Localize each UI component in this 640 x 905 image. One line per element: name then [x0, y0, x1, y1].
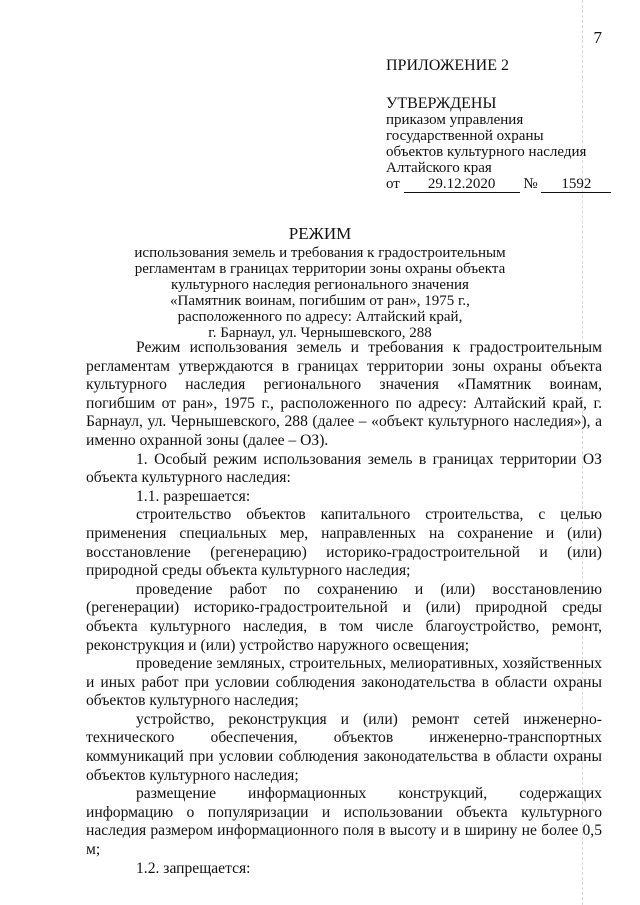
body-paragraph: 1.2. запрещается:: [136, 859, 251, 877]
body-paragraph: проведение земляных, строительных, мелиоративных, хозяйственных и иных работ при условии соблюдения законодательства в области охраны объектов культурного наследия;: [86, 655, 602, 710]
title-line: использования земель и требования к градостроительным: [134, 245, 506, 261]
approval-line: Алтайского края: [386, 160, 492, 176]
approved-label: УТВЕРЖДЕНЫ: [386, 95, 497, 112]
title-line: расположенного по адресу: Алтайский край,: [177, 309, 463, 325]
from-label: от: [386, 176, 400, 192]
document-body: [86, 339, 602, 878]
title-line: «Памятник воинам, погибшим от ран», 1975 г.,: [170, 293, 470, 309]
approval-line: объектов культурного наследия: [386, 144, 587, 160]
title-line: регламентам в границах территории зоны охраны объекта: [134, 261, 506, 277]
body-paragraph: 1. Особый режим использования земель в границах территории ОЗ объекта культурного наследия:: [86, 450, 602, 487]
order-number: 1592: [541, 176, 611, 193]
body-paragraph: устройство, реконструкция и (или) ремонт сетей инженерно-технического обеспечения, объектов инженерно-транспортных коммуникаций при условии соблюдения законодательства в области охраны объектов культурного наследия;: [86, 710, 602, 784]
order-date-number: [386, 176, 611, 193]
approval-block: [386, 58, 611, 193]
body-paragraph: проведение работ по сохранению и (или) восстановлению (регенерации) историко-градостроительной и (или) природной среды объекта культурного наследия, в том числе благоустройство, ремонт, реконструкция и (или) устройство наружного освещения;: [86, 580, 602, 654]
document-title: [120, 226, 520, 341]
appendix-label: ПРИЛОЖЕНИЕ 2: [386, 57, 510, 74]
body-paragraph: строительство объектов капитального строительства, с целью применения специальных мер, направленных на сохранение и (или) восстановление (регенерацию) историко-градостроительной и (или) природной среды объекта культурного наследия;: [86, 506, 602, 580]
order-date: 29.12.2020: [404, 176, 520, 193]
body-paragraph: 1.1. разрешается:: [136, 487, 251, 505]
number-sign: №: [523, 176, 538, 192]
title-line: культурного наследия регионального значения: [171, 277, 469, 293]
approval-line: приказом управления: [386, 112, 524, 128]
body-paragraph: Режим использования земель и требования к градостроительным регламентам утверждаются в границах территории зоны охраны объекта культурного наследия регионального значения «Памятник воинам, погибшим от ран», 1975 г., расположенного по адресу: Алтайский край, г. Барнаул, ул. Чернышевского, 288 (далее – «объект культурного наследия»), а именно охранной зоны (далее – ОЗ).: [86, 339, 602, 449]
body-paragraph: размещение информационных конструкций, содержащих информацию о популяризации и использовании объекта культурного наследия размером информационного поля в высоту и в ширину не более 0,5 м;: [86, 785, 602, 859]
title-line: г. Барнаул, ул. Чернышевского, 288: [208, 325, 432, 341]
approval-line: государственной охраны: [386, 128, 544, 144]
title-heading: РЕЖИМ: [288, 224, 352, 243]
page-number: 7: [593, 28, 602, 47]
